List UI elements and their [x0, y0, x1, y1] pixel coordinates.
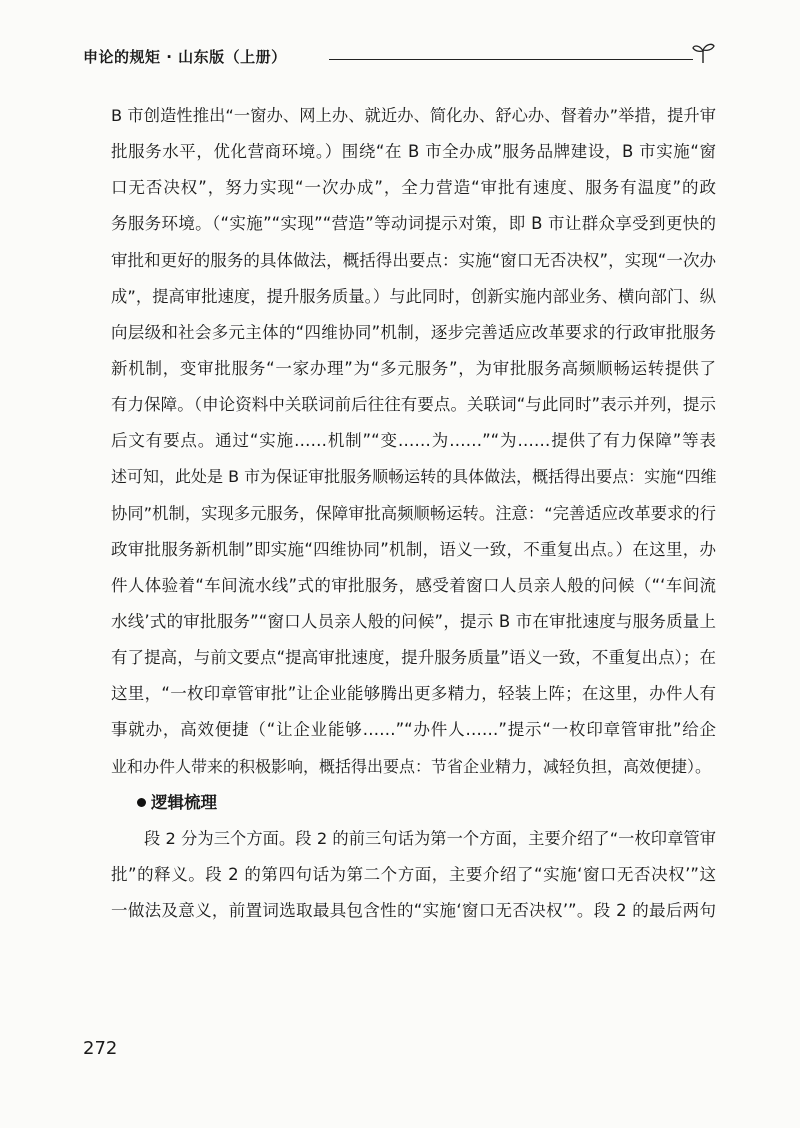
text-line: 件人体验着“车间流水线”式的审批服务，感受着窗口人员亲人般的问候（“‘车间流: [111, 575, 716, 595]
text-line: 政审批服务新机制”即实施“四维协同”机制，语义一致，不重复出点。）在这里，办: [111, 539, 716, 559]
text-line: 述可知，此处是 B 市为保证审批服务顺畅运转的具体做法，概括得出要点：实施“四维: [111, 467, 717, 487]
text-line: B 市创造性推出“一窗办、网上办、就近办、简化办、舒心办、督着办”举措，提升审: [111, 106, 716, 125]
text-line: 新机制，变审批服务“一家办理”为“多元服务”，为审批服务高频顺畅运转提供了: [111, 358, 716, 378]
section-heading-text: 逻辑梳理: [151, 792, 217, 812]
body-text: [111, 98, 716, 929]
text-line: 有了提高，与前文要点“提高审批速度，提升服务质量”语义一致，不重复出点）；在: [111, 648, 716, 668]
paragraph-2: [111, 821, 716, 929]
running-header: [83, 42, 715, 72]
page-number: 272: [83, 1038, 118, 1059]
text-line: 审批和更好的服务的具体做法，概括得出要点：实施“窗口无否决权”，实现“一次办: [111, 250, 716, 270]
section-heading: [111, 785, 716, 821]
paragraph-1: [111, 98, 716, 785]
sprout-icon: [691, 42, 715, 64]
text-line: 务服务环境。（“实施”“实现”“营造”等动词提示对策，即 B 市让群众享受到更快的: [111, 214, 716, 234]
text-line: 成”，提高审批速度，提升服务质量。）与此同时，创新实施内部业务、横向部门、纵: [111, 286, 716, 306]
text-line: 协同”机制，实现多元服务，保障审批高频顺畅运转。注意：“完善适应改革要求的行: [111, 503, 716, 523]
text-line: 后文有要点。通过“实施……机制”“变……为……”“为……提供了有力保障”等表: [111, 431, 716, 451]
text-line: 批服务水平，优化营商环境。）围绕“在 B 市全办成”服务品牌建设，B 市实施“窗: [111, 142, 716, 162]
header-title: 申论的规矩 · 山东版（上册）: [83, 48, 287, 66]
text-line: 这里，“一枚印章管审批”让企业能够腾出更多精力，轻装上阵；在这里，办件人有: [111, 684, 716, 704]
text-line: 一做法及意义，前置词选取最具包含性的“实施‘窗口无否决权’”。段 2 的最后两句: [111, 901, 716, 921]
bullet-icon: [137, 798, 146, 807]
text-line: 段 2 分为三个方面。段 2 的前三句话为第一个方面，主要介绍了“一枚印章管审: [144, 828, 716, 848]
text-line: 事就办，高效便捷（“让企业能够……”“办件人……”提示“一枚印章管审批”给企: [111, 720, 716, 740]
text-line: 批”的释义。段 2 的第四句话为第二个方面，主要介绍了“实施‘窗口无否决权’”这: [111, 864, 716, 884]
text-line: 向层级和社会多元主体的“四维协同”机制，逐步完善适应改革要求的行政审批服务: [111, 322, 716, 342]
text-line: 业和办件人带来的积极影响，概括得出要点：节省企业精力，减轻负担，高效便捷）。: [111, 756, 712, 776]
text-line: 口无否决权”，努力实现“一次办成”，全力营造“审批有速度、服务有温度”的政: [111, 178, 716, 198]
text-line: 水线’式的审批服务”“窗口人员亲人般的问候”，提示 B 市在审批速度与服务质量上: [111, 611, 716, 631]
header-rule: [329, 59, 693, 60]
text-line: 有力保障。（申论资料中关联词前后往往有要点。关联词“与此同时”表示并列，提示: [111, 395, 716, 415]
